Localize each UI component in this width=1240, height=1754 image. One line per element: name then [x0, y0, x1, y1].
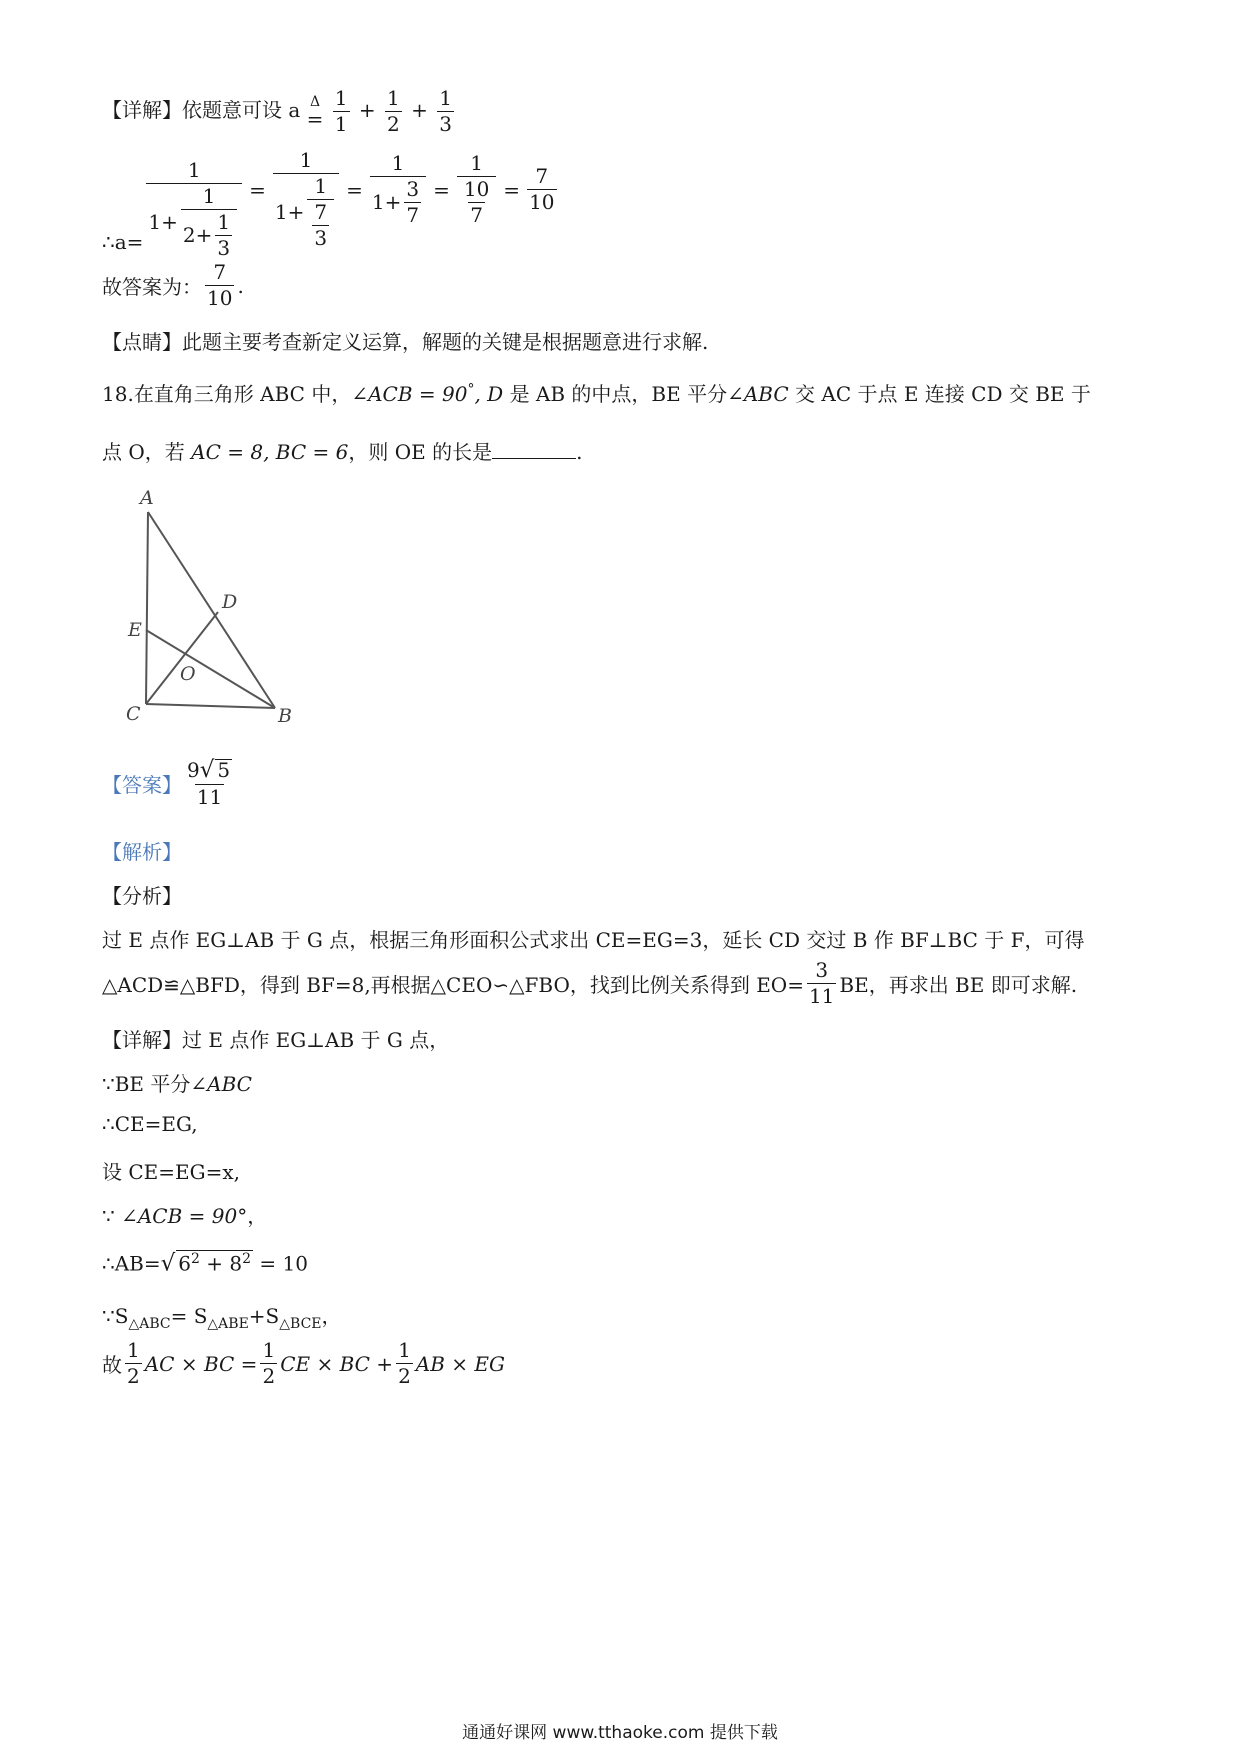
- question-number: 18.: [102, 382, 134, 406]
- detail-line-c: ∴CE=EG,: [102, 1112, 198, 1136]
- answer-blank: [492, 440, 576, 459]
- footer-text: 通通好课网 www.tthaoke.com 提供下载: [462, 1723, 778, 1743]
- cf-2: 1 1+ $\frac{1}{\frac{7}{3}}$: [273, 150, 339, 249]
- review-line: [102, 326, 708, 355]
- label-o: O: [180, 663, 196, 685]
- answer-frac-7-10: $\frac{7}{10}$: [207, 260, 233, 310]
- delta-equals: Δ =: [306, 93, 324, 131]
- triangle-figure: [100, 480, 320, 740]
- fenxi-tag: 【分析】: [102, 884, 182, 908]
- answer-frac: $\frac{9√ 5}{11}$: [187, 757, 231, 810]
- detail-line-h: 故 $\frac{1}{2}$ AC × BC = $\frac{1}{2}$ CE × BC + $\frac{1}{2}$ AB × EG: [102, 1338, 505, 1388]
- frac-1-1: $\frac{1}{1}$: [334, 86, 348, 136]
- detail-line-a: 【详解】过 E 点作 EG⊥AB 于 G 点，: [102, 1028, 450, 1052]
- detail-tag: 【详解】: [102, 98, 182, 122]
- answer-tag: 【答案】: [102, 772, 182, 797]
- question-18-line-2: 点 O，若 AC = 8, BC = 6，则 OE 的长是 .: [102, 440, 583, 464]
- segment-eb: [146, 630, 275, 708]
- detail-line-e: ∵ ∠ACB = 90°，: [102, 1204, 268, 1228]
- analysis-para-2: △ACD≌△BFD，得到 BF=8,再根据△CEO∽△FBO，找到比例关系得到 EO= $\frac{3}{11}$ BE，再求出 BE 即可求解.: [102, 958, 1078, 1008]
- cf-1: 1 1+ 1 2+ $\frac{1}{3}$: [146, 160, 242, 259]
- review-tag: 【点睛】: [102, 330, 182, 354]
- analysis-tag: 【解析】: [102, 840, 182, 864]
- continued-fraction-line: ∴a= 1 1+ 1 2+ $\frac{1}{3}$ = 1 1+ $\frac{1}{\frac{7}{3}}$ = 1 1+ $\frac{3}{7}$ = $\frac{1}{\frac{10}{7}}$ = $\frac{7}{10}$: [102, 148, 555, 260]
- segment-cb: [146, 704, 275, 708]
- answer-line: [102, 758, 237, 808]
- detail-line-b: ∵BE 平分∠ABC: [102, 1072, 252, 1096]
- answer-line-prev: 故答案为： $\frac{7}{10}$ .: [102, 260, 244, 310]
- detail-line-d: 设 CE=EG=x,: [102, 1160, 240, 1184]
- frac-1-3: $\frac{1}{3}$: [439, 86, 452, 136]
- review-text: 此题主要考查新定义运算，解题的关键是根据题意进行求解.: [182, 330, 709, 354]
- frac-1-2: $\frac{1}{2}$: [386, 86, 400, 136]
- analysis-para-1: 过 E 点作 EG⊥AB 于 G 点，根据三角形面积公式求出 CE=EG=3，延长 CD 交过 B 作 BF⊥BC 于 F，可得: [102, 928, 1085, 952]
- segment-ac: [146, 512, 148, 704]
- detail-line-g: $\because S_{\triangle ABC}= S_{\triangle ABE}+S_{\triangle BCE}$，: [102, 1304, 342, 1332]
- cf-4: $\frac{1}{\frac{10}{7}}$: [457, 153, 496, 226]
- so-a: ∴a=: [102, 229, 144, 254]
- detail-lead: 依题意可设 a: [182, 98, 301, 122]
- label-b: B: [278, 705, 292, 727]
- label-c: C: [126, 703, 141, 725]
- label-d: D: [222, 591, 238, 613]
- label-a: A: [140, 487, 154, 509]
- question-18-line-1: 18.在直角三角形 ABC 中，∠ACB = 90°, D 是 AB 的中点，BE 平分∠ABC 交 AC 于点 E 连接 CD 交 BE 于: [102, 381, 1091, 406]
- frac-3-11: $\frac{3}{11}$: [808, 958, 835, 1008]
- segment-cd: [146, 612, 218, 704]
- detail-line-1: 【详解】依题意可设 a Δ = $\frac{1}{1}$ + $\frac{1}{2}$ + $\frac{1}{3}$: [102, 86, 452, 136]
- cf-3: 1 1+ $\frac{3}{7}$: [370, 153, 426, 226]
- label-e: E: [128, 619, 142, 641]
- detail-line-f: ∴AB=√ $6^2 + 8^2 = 10$: [102, 1250, 308, 1277]
- cf-result: $\frac{7}{10}$: [529, 164, 555, 214]
